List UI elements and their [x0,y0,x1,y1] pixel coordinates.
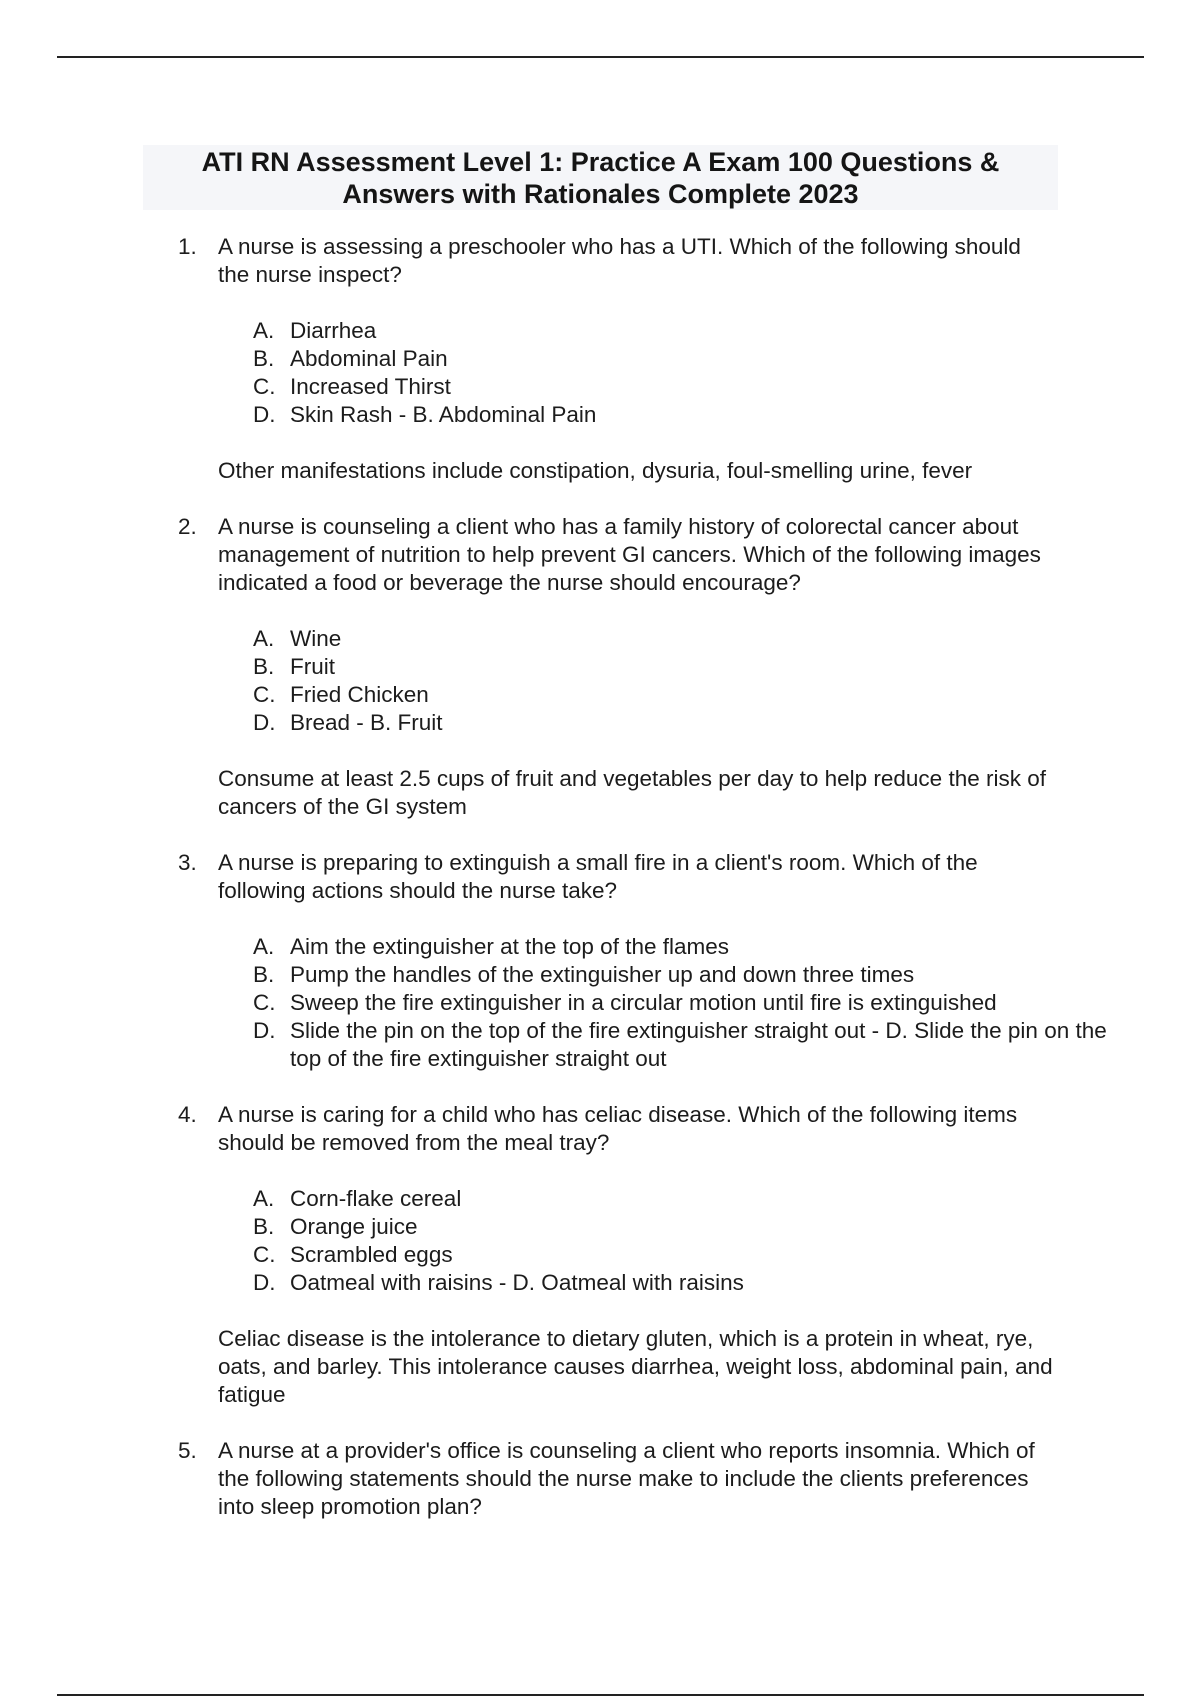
option-text: Aim the extinguisher at the top of the flames [290,934,729,959]
option-letter: C. [253,374,276,399]
question-3 [0,849,1200,1073]
option-text: Oatmeal with raisins - D. Oatmeal with raisins [290,1270,744,1295]
option-a [253,317,1110,345]
question-number: 3. [178,850,197,875]
option-text: Skin Rash - B. Abdominal Pain [290,402,597,427]
option-text: Fruit [290,654,335,679]
document-title [143,145,1058,210]
rationale-text: Other manifestations include constipation, dysuria, foul-smelling urine, fever [218,458,973,483]
question-number: 4. [178,1102,197,1127]
question-text: A nurse is assessing a preschooler who has a UTI. Which of the following should the nurse inspect? [218,234,1021,287]
option-b [253,345,1110,373]
option-letter: A. [253,1186,275,1211]
rationale-text: Consume at least 2.5 cups of fruit and vegetables per day to help reduce the risk of cancers of the GI system [218,766,1046,819]
question-text: A nurse at a provider's office is counseling a client who reports insomnia. Which of the following statements should the nurse make to include the clients preferences into sleep promotion plan? [218,1438,1035,1519]
option-letter: B. [253,346,275,371]
question-number: 5. [178,1438,197,1463]
answer-options [253,317,1200,429]
question-text: A nurse is counseling a client who has a family history of colorectal cancer about management of nutrition to help prevent GI cancers. Which of the following images indicated a food or beverage the nurse should encourage? [218,514,1041,595]
answer-options [253,1185,1200,1297]
footer-rule [57,1694,1144,1696]
option-b [253,1213,1110,1241]
option-d [253,401,1110,429]
option-b [253,653,1110,681]
option-b [253,961,1110,989]
option-letter: D. [253,1018,276,1043]
option-letter: D. [253,710,276,735]
option-c [253,373,1110,401]
rationale-text: Celiac disease is the intolerance to dietary gluten, which is a protein in wheat, rye, oats, and barley. This intolerance causes diarrhea, weight loss, abdominal pain, and fatigue [218,1326,1053,1407]
option-text: Abdominal Pain [290,346,448,371]
option-text: Increased Thirst [290,374,451,399]
option-text: Fried Chicken [290,682,429,707]
option-letter: B. [253,962,275,987]
option-letter: D. [253,402,276,427]
question-number: 1. [178,234,197,259]
option-a [253,1185,1110,1213]
option-d [253,709,1110,737]
title-line-1: ATI RN Assessment Level 1: Practice A Exam 100 Questions & [201,146,1000,177]
option-letter: B. [253,1214,275,1239]
option-text: Orange juice [290,1214,418,1239]
question-list [0,233,1200,1521]
option-letter: C. [253,1242,276,1267]
option-letter: B. [253,654,275,679]
option-letter: A. [253,934,275,959]
question-text: A nurse is caring for a child who has celiac disease. Which of the following items should be removed from the meal tray? [218,1102,1018,1155]
title-line-2: Answers with Rationales Complete 2023 [342,178,859,209]
option-c [253,1241,1110,1269]
option-text: Sweep the fire extinguisher in a circular motion until fire is extinguished [290,990,997,1015]
option-text: Scrambled eggs [290,1242,453,1267]
option-text: Diarrhea [290,318,377,343]
option-letter: A. [253,318,275,343]
question-5 [0,1437,1200,1521]
option-a [253,933,1110,961]
answer-options [253,625,1200,737]
option-text: Pump the handles of the extinguisher up and down three times [290,962,915,987]
question-text: A nurse is preparing to extinguish a small fire in a client's room. Which of the following actions should the nurse take? [218,850,978,903]
option-text: Wine [290,626,342,651]
question-number: 2. [178,514,197,539]
option-letter: D. [253,1270,276,1295]
option-d [253,1269,1110,1297]
question-2 [0,513,1200,821]
header-rule [57,56,1144,58]
question-4 [0,1101,1200,1409]
option-text: Slide the pin on the top of the fire extinguisher straight out - D. Slide the pin on the top of the fire extinguisher straight out [290,1018,1107,1071]
option-letter: A. [253,626,275,651]
option-text: Bread - B. Fruit [290,710,443,735]
answer-options [253,933,1200,1073]
option-letter: C. [253,990,276,1015]
option-c [253,989,1110,1017]
option-c [253,681,1110,709]
option-letter: C. [253,682,276,707]
option-a [253,625,1110,653]
option-text: Corn-flake cereal [290,1186,462,1211]
option-d [253,1017,1110,1073]
question-1 [0,233,1200,485]
